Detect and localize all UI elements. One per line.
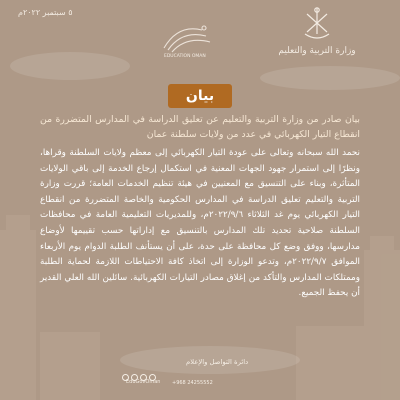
statement-heading: بيان — [185, 88, 215, 104]
ministry-name: وزارة التربية والتعليم — [278, 46, 356, 56]
department-name: دائرة التواصل والإعلام — [186, 358, 249, 366]
education-oman-logo — [158, 20, 216, 64]
statement-heading-badge — [168, 84, 232, 108]
statement-body — [40, 112, 360, 302]
oman-emblem-icon — [299, 4, 335, 44]
date-text: ٥ سبتمبر ٢٠٢٢م — [18, 8, 73, 17]
phone-number: +968 24255552 — [172, 380, 213, 386]
social-handle[interactable]: EduGovOman — [126, 379, 161, 385]
education-logo-icon — [158, 20, 216, 54]
statement-paragraph: نحمد الله سبحانه وتعالى على عودة التيار الكهربائي إلى معظم ولايات السلطنة وقراها، ونظرًا إلى استمرار جهود الجهات المعنية في استكمال إرجاع الخدمة إلى باقي الولايات المتأثرة، وبناء على التنسيق مع المعنيين في هيئة تنظيم الخدمات العامة؛ قررت وزارة التربية والتعليم تعليق الدراسة في المدارس الحكومية والخاصة المتضررة من انقطاع التيار الكهربائي يوم غد الثلاثاء ٢٠٢٢/٩/٦م، وللمديريات التعليمية العامة في محافظات السلطنة صلاحية تحديد تلك المدارس بالتنسيق مع إداراتها حسب تقييمها لأوضاع مدارسها، ووفق وضع كل محافظة على حدة، على أن يستأنف الطلبة الدوام يوم الأربعاء الموافق ٢٠٢٢/٩/٧م، وتدعو الوزارة إلى اتخاذ كافة الاحتياطات اللازمة لحماية الطلبة وممتلكات المدارس والتأكد من إغلاق مصادر التيارات الكهربائية. سائلين الله العلي القدير أن يحفظ الجميع. — [40, 148, 360, 299]
logo-caption: EDUCATION OMAN — [164, 54, 206, 59]
header — [0, 0, 400, 72]
ministry-logo — [272, 4, 362, 70]
social-icons — [122, 366, 182, 376]
statement-lead: بيان صادر من وزارة التربية والتعليم عن تعليق الدراسة في المدارس المتضررة من انقطاع التيار الكهربائي في عدد من ولايات سلطنة عمان — [40, 114, 360, 140]
